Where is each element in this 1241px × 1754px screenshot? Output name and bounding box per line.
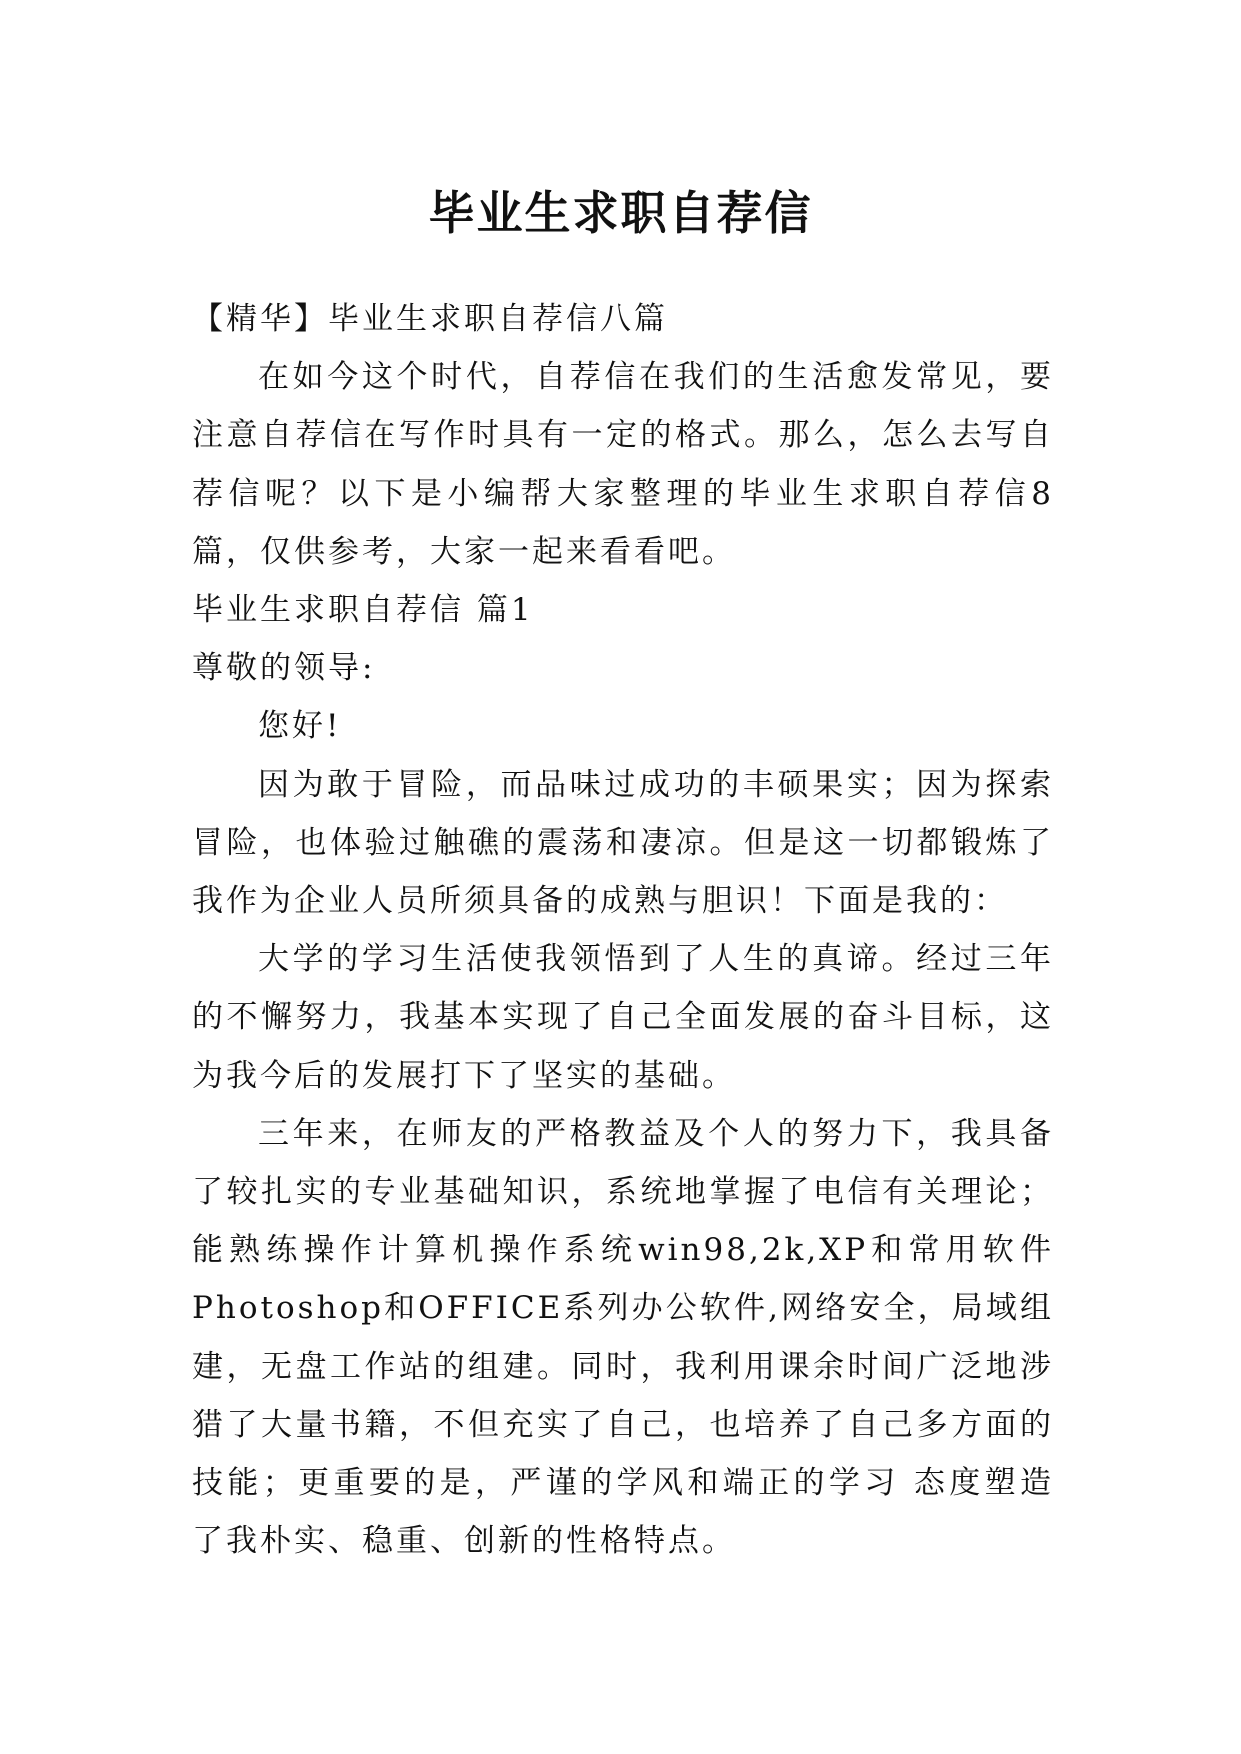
paragraph-greeting: 您好! — [258, 708, 342, 745]
document-title: 毕业生求职自荐信 — [428, 185, 813, 240]
paragraph-body: 三年来，在师友的严格教益及个人的努力下，我具备了较扎实的专业基础知识，系统地掌握了电信有关理论；能熟练操作计算机操作系统win98,2k,XP和常用软件Photoshop和OFFICE系列办公软件,网络安全，局域组建，无盘工作站的组建。同时，我利用课余时间广泛地涉猎了大量书籍，不但充实了自己，也培养了自己多方面的技能；更重要的是，严谨的学风和端正的学习 态度塑造了我朴实、稳重、创新的性格特点。 — [192, 1115, 1054, 1560]
paragraph-body: 因为敢于冒险，而品味过成功的丰硕果实；因为探索冒险，也体验过触礁的震荡和凄凉。但是这一切都锻炼了我作为企业人员所须具备的成熟与胆识！下面是我的： — [192, 766, 1054, 920]
paragraph-salutation: 尊敬的领导: — [192, 650, 376, 687]
paragraph-section-heading: 毕业生求职自荐信 篇1 — [192, 592, 534, 629]
paragraph-body: 大学的学习生活使我领悟到了人生的真谛。经过三年的不懈努力，我基本实现了自己全面发展的奋斗目标，这为我今后的发展打下了坚实的基础。 — [192, 941, 1054, 1094]
document-body — [192, 290, 1054, 1570]
paragraph-intro: 在如今这个时代，自荐信在我们的生活愈发常见，要注意自荐信在写作时具有一定的格式。那么，怎么去写自荐信呢？以下是小编帮大家整理的毕业生求职自荐信8篇，仅供参考，大家一起来看看吧。 — [192, 359, 1054, 570]
paragraph-subtitle: 【精华】毕业生求职自荐信八篇 — [192, 301, 668, 337]
